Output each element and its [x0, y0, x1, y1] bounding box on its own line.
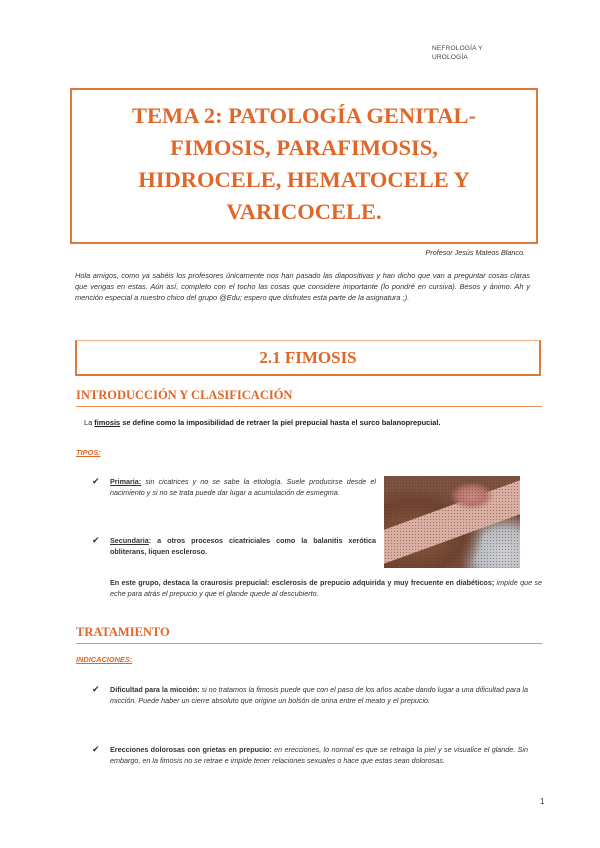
check-icon: ✔ [92, 535, 100, 545]
subject-line-2: UROLOGÍA [432, 54, 468, 61]
check-icon: ✔ [92, 744, 100, 754]
section-title: 2.1 FIMOSIS [259, 348, 357, 367]
primaria-text: sin cicatrices y no se sabe la etiología. Suele producirse desde el nacimiento y si no se trata puede dar lugar a acumulación de esmegma. [110, 477, 376, 498]
section-box [75, 340, 541, 376]
clinical-photo [384, 476, 520, 568]
tratamiento-heading: TRATAMIENTO [76, 625, 542, 644]
list-item-miccion [110, 684, 528, 707]
miccion-text: si no tratamos la fimosis puede que con el paso de los años acabe dando lugar a una dificultad para la micción. Puede haber un cierre absoluto que origine un bolsón de orina entre el meato y el prepucio. [110, 685, 528, 706]
definition-term: fimosis [94, 418, 121, 427]
professor-credit: Profesor Jesús Mateos Blanco. [425, 248, 525, 257]
definition-pre: La [84, 418, 95, 427]
erecciones-text: en erecciones, lo normal es que se retraiga la piel y se visualice el glande. Sin embargo, en la fimosis no se retrae e impide tener relaciones sexuales o hace que estas sean dolorosas. [110, 745, 529, 766]
primaria-label: Primaria: [110, 477, 142, 486]
craurosis-bold: En este grupo, destaca la craurosis prepucial: esclerosis de prepucio adquirida y muy frecuente en diabéticos; [110, 578, 495, 587]
photo-texture [384, 476, 520, 568]
indicaciones-label: INDICACIONES: [76, 655, 133, 664]
craurosis-italic: impide que se eche para atrás el prepucio y que el glande quede al descubierto. [110, 578, 542, 599]
title-line-3: HIDROCELE, HEMATOCELE Y [138, 167, 470, 192]
intro-paragraph: Hola amigos, como ya sabéis los profesores únicamente nos han pasado las diapositivas y han dicho que van a preguntar cosas claras que vengas en estas. Aún así, completo con el tocho las cosas que considere importante (lo pondré en cursiva). Besos y ánimo. Ah y mención especial a nuestro chico del grupo @Edu; espero que disfrutes esta parte de la asignatura ;). [75, 271, 530, 303]
subject-line-1: NEFROLOGÍA Y [432, 45, 483, 52]
title-box [70, 88, 538, 244]
intro-heading: INTRODUCCIÓN Y CLASIFICACIÓN [76, 388, 542, 407]
title-line-1: TEMA 2: PATOLOGÍA GENITAL- [131, 103, 476, 128]
document-title [72, 100, 536, 228]
list-item-erecciones [110, 744, 528, 767]
secundaria-label: Secundaria [110, 536, 149, 545]
list-item-primaria [110, 476, 376, 499]
erecciones-label: Erecciones dolorosas con grietas en prepucio: [110, 745, 272, 754]
definition-paragraph [84, 418, 534, 428]
tipos-label: TIPOS: [76, 448, 101, 457]
check-icon: ✔ [92, 684, 100, 694]
list-item-secundaria [110, 535, 376, 558]
craurosis-note [110, 577, 542, 600]
definition-post: se define como la imposibilidad de retraer la piel prepucial hasta el surco balanoprepucial. [120, 418, 441, 427]
title-line-2: FIMOSIS, PARAFIMOSIS, [170, 135, 438, 160]
secundaria-text: : a otros procesos cicatriciales como la balanitis xerótica obliterans, liquen escleroso. [110, 536, 376, 557]
miccion-label: Dificultad para la micción: [110, 685, 200, 694]
check-icon: ✔ [92, 476, 100, 486]
title-line-4: VARICOCELE. [226, 199, 382, 224]
page-number: 1 [540, 797, 545, 806]
subject-header [432, 44, 542, 62]
